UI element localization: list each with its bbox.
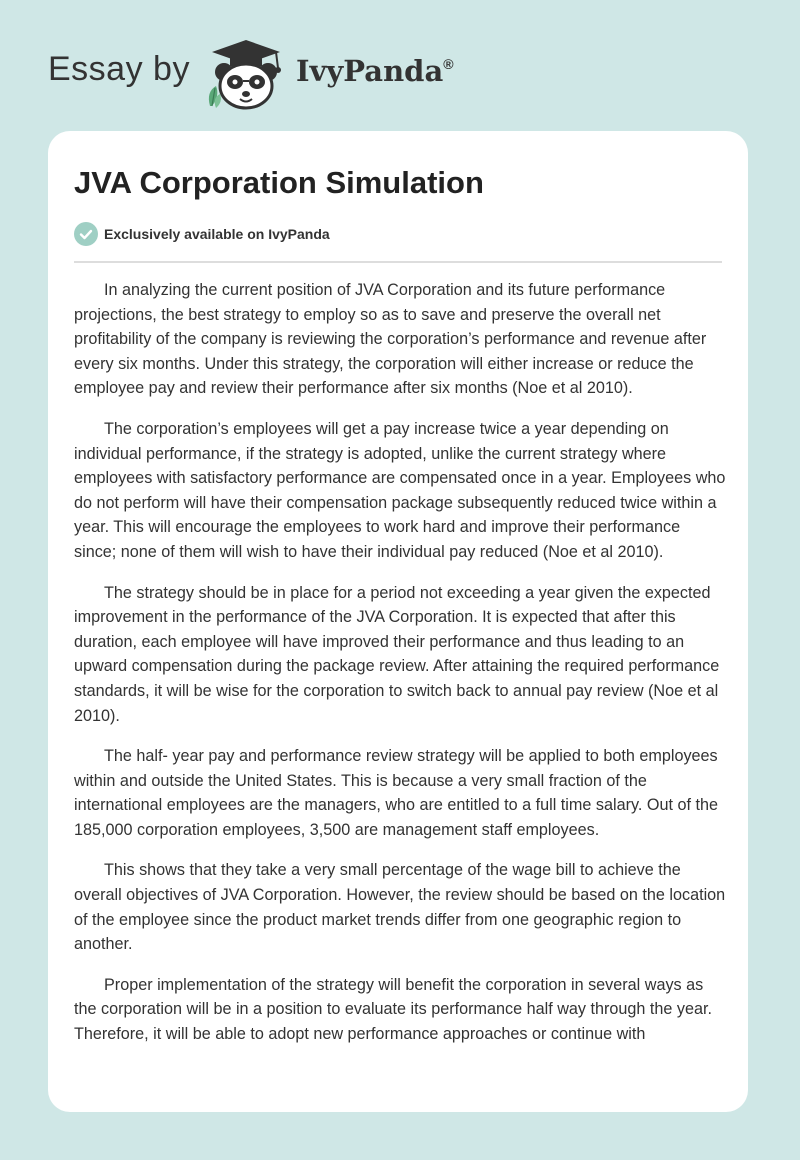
brand-text: IvyPanda — [296, 54, 444, 88]
article-card — [48, 131, 748, 1112]
paragraph: The corporation’s employees will get a pay increase twice a year depending on individual performance, if the strategy is adopted, unlike the current strategy where employees with satisfactory performance are compensated once in a year. Employees who do not perform will have their compensation package subsequently reduced twice within a year. This will encourage the employees to work hard and improve their performance since; none of them will wish to have their individual pay reduced (Noe et al 2010). — [74, 419, 726, 561]
paragraph: This shows that they take a very small percentage of the wage bill to achieve the overall objectives of JVA Corporation. However, the review should be based on the location of the employee since the product market trends differ from one geographic region to another. — [74, 861, 726, 954]
panda-graduate-icon — [200, 36, 292, 110]
essay-by-label: Essay by — [48, 50, 190, 88]
page-title: JVA Corporation Simulation — [74, 165, 484, 200]
site-header — [0, 0, 800, 128]
exclusive-badge — [74, 222, 330, 246]
exclusive-badge-label: Exclusively available on IvyPanda — [104, 226, 330, 242]
paragraph: Proper implementation of the strategy will benefit the corporation in several ways as the corporation will be in a position to evaluate its performance half way through the year. Therefore, it will be able to adopt new performance approaches or continue with — [74, 975, 712, 1044]
brand-name — [296, 54, 454, 88]
check-circle-icon — [74, 222, 98, 246]
paragraph: The half- year pay and performance review strategy will be applied to both employees within and outside the United States. This is because a very small fraction of the international employees are the managers, who are entitled to a full time salary. Out of the 185,000 corporation employees, 3,500 are management staff employees. — [74, 747, 718, 839]
paragraph: The strategy should be in place for a period not exceeding a year given the expected improvement in the performance of the JVA Corporation. It is expected that after this duration, each employee will have improved their performance and thus leading to an upward compensation during the package review. After attaining the required performance standards, it will be wise for the corporation to switch back to annual pay review (Noe et al 2010). — [74, 583, 720, 725]
paragraph: In analyzing the current position of JVA Corporation and its future performance projections, the best strategy to employ so as to save and preserve the overall net profitability of the company is reviewing the corporation’s performance and revenue after every six months. Under this strategy, the corporation will either increase or reduce the employee pay and review their performance after six months (Noe et al 2010). — [74, 281, 707, 398]
article-body — [74, 278, 726, 1063]
title-divider — [74, 261, 722, 263]
registered-mark: ® — [443, 56, 454, 72]
